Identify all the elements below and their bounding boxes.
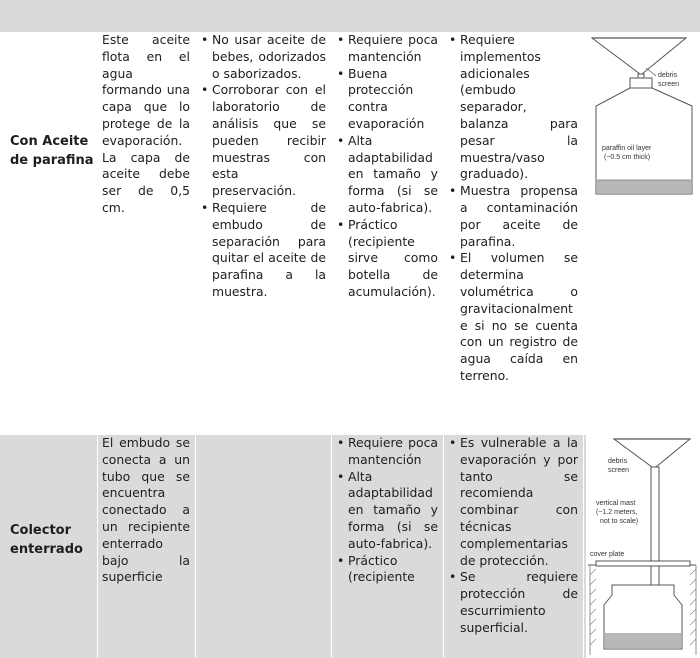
description-cell <box>98 435 192 658</box>
description-text-2: La capa de aceite debe ser de 0,5 cm. <box>102 149 190 215</box>
disadvantages-cell <box>446 32 580 433</box>
table-header-band <box>0 0 700 32</box>
svg-text:not to scale): not to scale) <box>600 518 639 525</box>
disadvantages-list <box>446 435 580 637</box>
list-item: • Requiere de embudo de separación para quitar el aceite de parafina a la muestra. <box>200 200 326 301</box>
column-divider <box>97 32 98 658</box>
column-divider <box>331 32 332 658</box>
svg-text:(~1.2 meters,: (~1.2 meters, <box>596 509 638 516</box>
list-item: • Requiere poca mantención <box>336 435 438 469</box>
list-item: • Buena protección contra evaporación <box>336 66 438 133</box>
list-item: • Alta adaptabilidad en tamaño y forma (si se auto-fabrica). <box>336 469 438 553</box>
considerations-list <box>198 32 328 301</box>
row-label-cell <box>0 435 96 658</box>
row-label-cell <box>0 32 96 433</box>
list-item: • Es vulnerable a la evaporación y por tanto se recomienda combinar con técnicas complementarias de protección. <box>448 435 578 569</box>
list-item: • Muestra propensa a contaminación por aceite de parafina. <box>448 183 578 250</box>
list-item: • Corroborar con el laboratorio de análisis que se pueden recibir muestras con esta preservación. <box>200 82 326 200</box>
svg-text:debris: debris <box>658 72 678 79</box>
column-divider <box>195 32 196 658</box>
considerations-cell <box>198 32 328 433</box>
column-divider <box>443 32 444 658</box>
svg-text:vertical mast: vertical mast <box>596 500 636 507</box>
paraffin-collector-figure <box>586 32 700 202</box>
svg-text:debris: debris <box>608 458 628 465</box>
figure-cell <box>586 32 700 433</box>
table-row-paraffin <box>0 32 700 433</box>
row-label: Con Aceite de parafina <box>10 134 94 168</box>
description-text-1: Este aceite flota en el agua formando una capa que lo protege de la evaporación. <box>102 32 190 148</box>
list-item: • Requiere poca mantención <box>336 32 438 66</box>
svg-text:(~0.5 cm thick): (~0.5 cm thick) <box>604 154 651 161</box>
list-item: • Práctico (recipiente sirve como botella de acumulación). <box>336 217 438 301</box>
table-row-buried <box>0 435 700 658</box>
svg-text:screen: screen <box>608 467 630 474</box>
svg-text:screen: screen <box>658 81 680 88</box>
svg-text:paraffin oil layer: paraffin oil layer <box>602 145 652 152</box>
svg-text:cover plate: cover plate <box>590 551 625 558</box>
advantages-cell <box>334 32 440 433</box>
considerations-cell <box>198 435 328 658</box>
list-item: • Se requiere protección de escurrimiento superficial. <box>448 569 578 636</box>
disadvantages-cell <box>446 435 580 658</box>
disadvantages-list <box>446 32 580 385</box>
list-item: • Requiere implementos adicionales (embudo separador, balanza para pesar la muestra/vaso graduado). <box>448 32 578 183</box>
description-text-1: El embudo se conecta a un tubo que se encuentra conectado a un recipiente enterrado bajo la superficie <box>102 435 190 585</box>
row-label: Colector enterrado <box>10 523 83 557</box>
description-cell <box>98 32 192 433</box>
advantages-cell <box>334 435 440 658</box>
advantages-list <box>334 435 440 586</box>
figure-cell <box>586 435 700 658</box>
list-item: • No usar aceite de bebes, odorizados o saborizados. <box>200 32 326 82</box>
list-item: • Práctico (recipiente <box>336 553 438 587</box>
column-divider <box>583 32 584 658</box>
buried-collector-figure <box>586 435 700 658</box>
advantages-list <box>334 32 440 301</box>
list-item: • Alta adaptabilidad en tamaño y forma (si se auto-fabrica). <box>336 133 438 217</box>
list-item: • El volumen se determina volumétrica o gravitacionalmente si no se cuenta con un registro de agua caída en terreno. <box>448 250 578 384</box>
